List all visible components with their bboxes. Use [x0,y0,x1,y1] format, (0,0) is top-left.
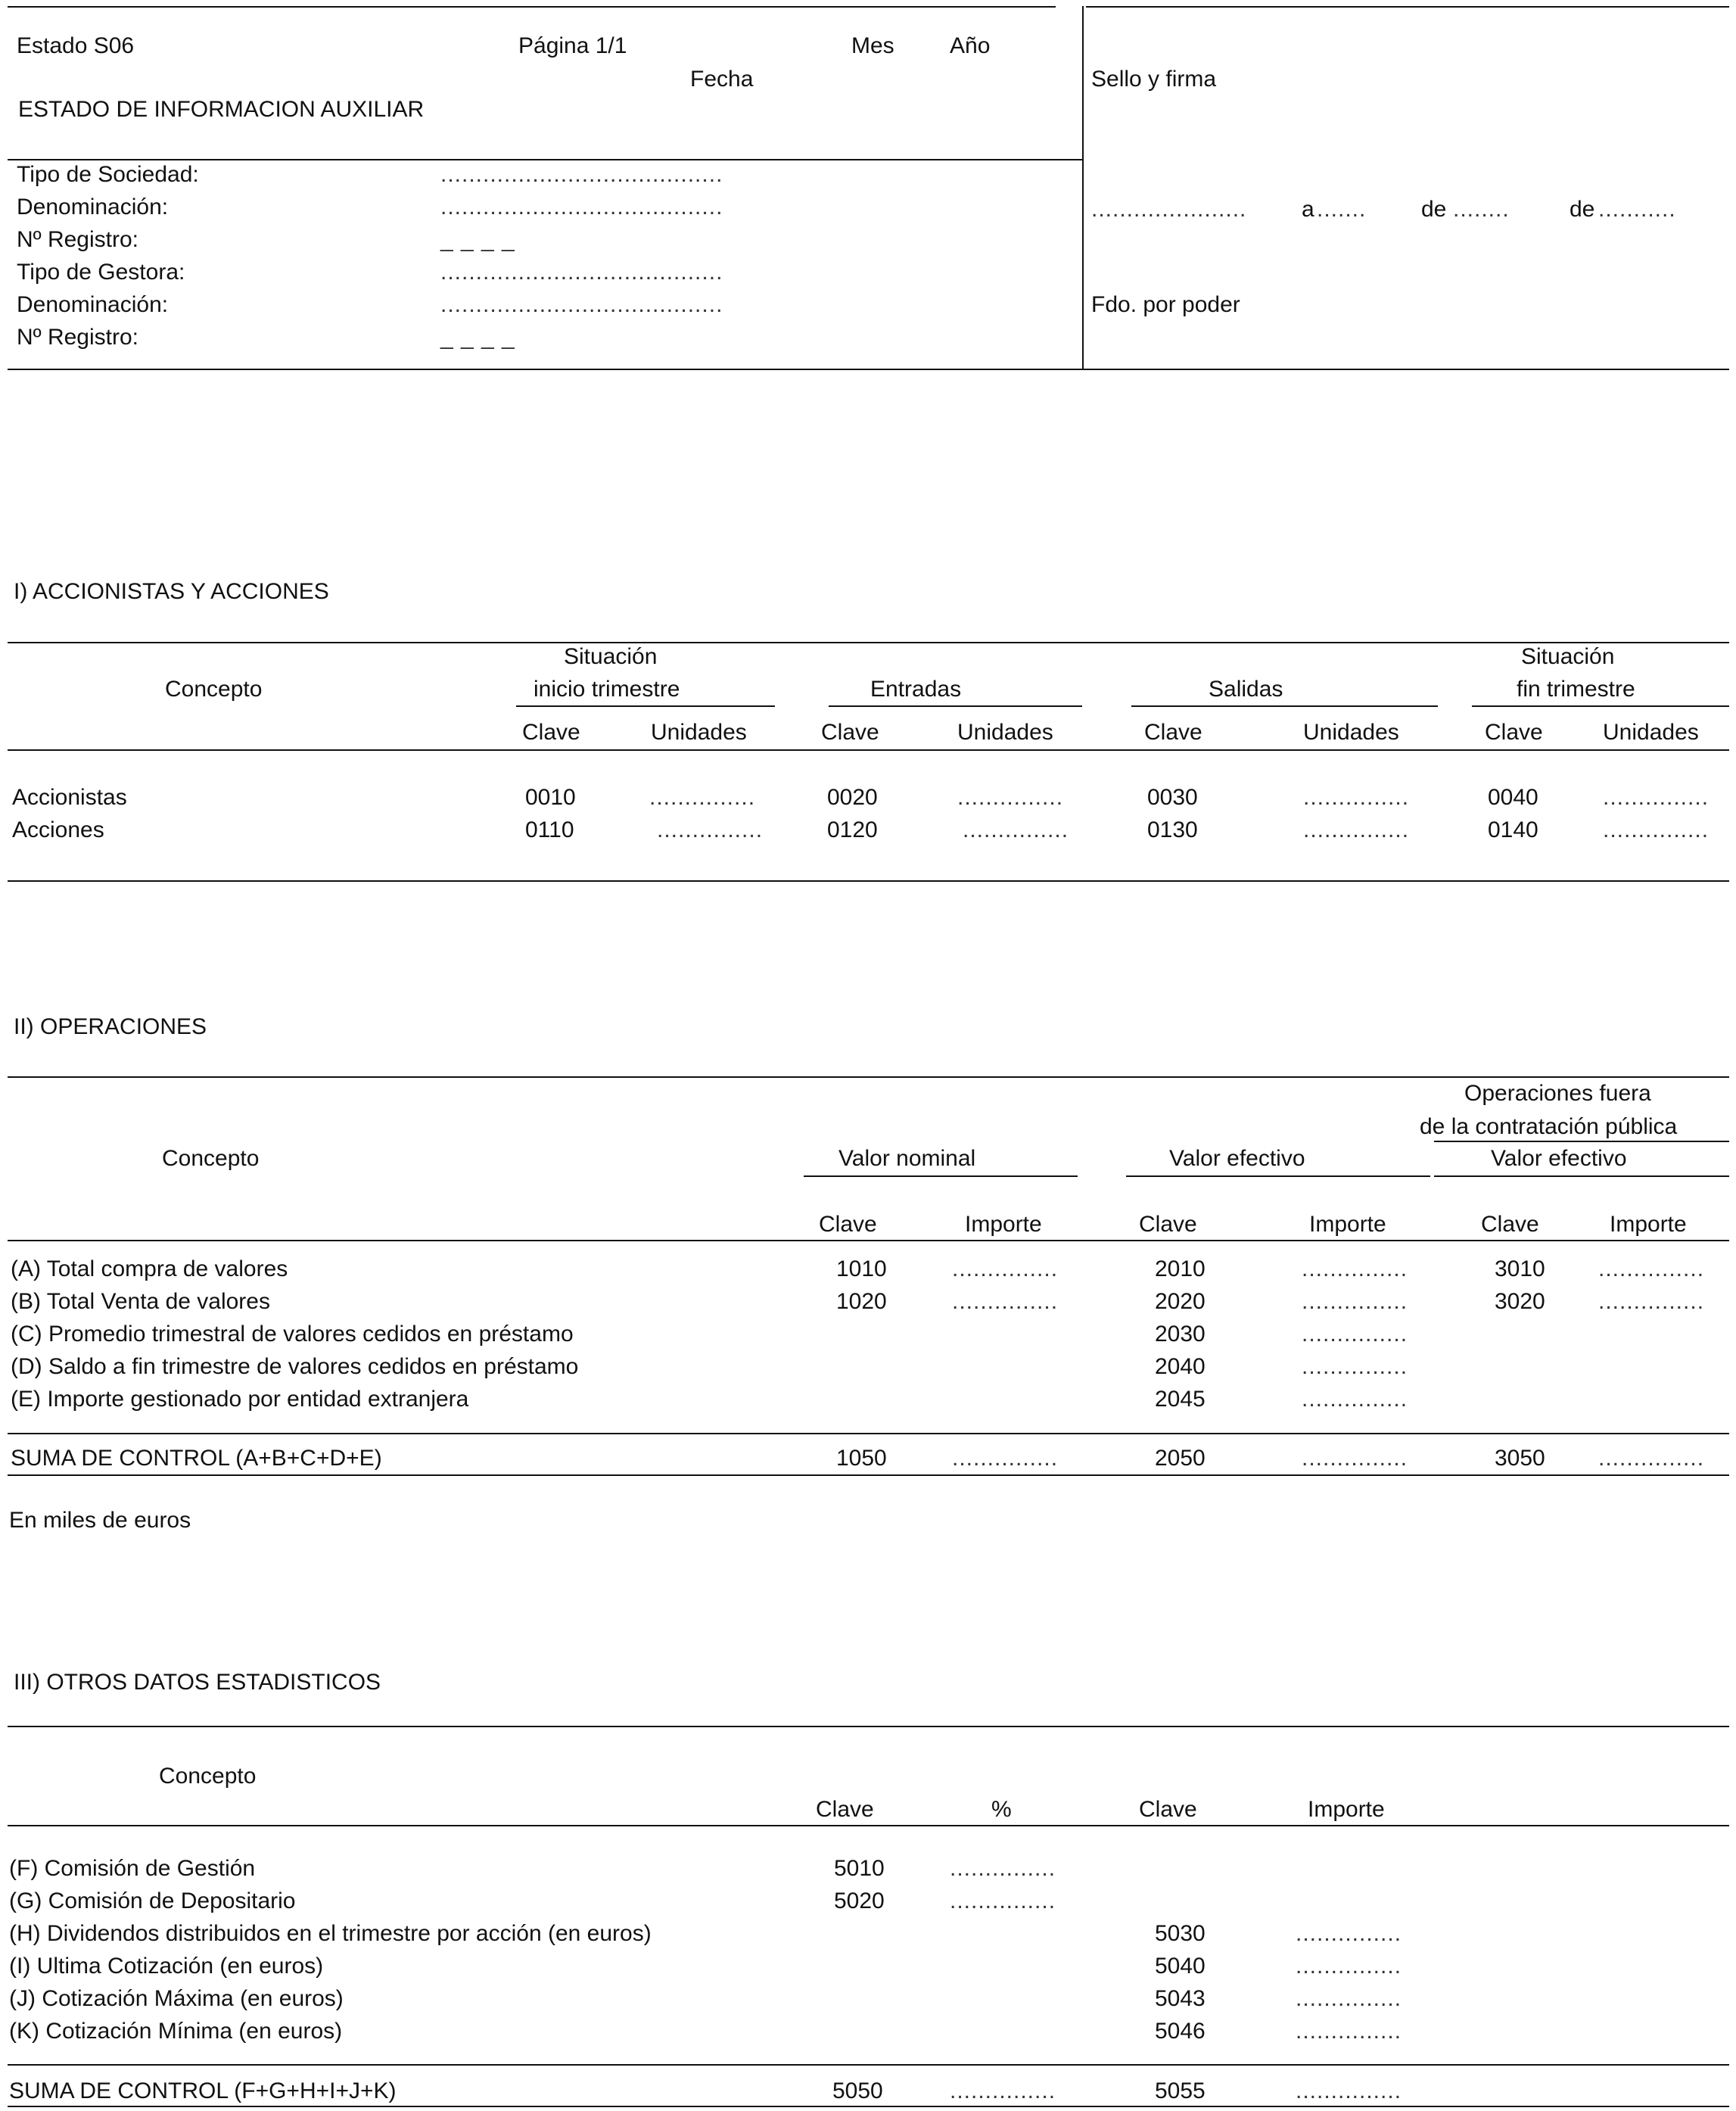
s2-row-k3: 3010 [1495,1256,1545,1281]
registro-gestora-label: Nº Registro: [17,325,139,350]
s3-row-v1[interactable]: ............... [950,1888,1056,1913]
col2-underline [1126,1175,1430,1177]
s1-clave-1: Clave [522,720,580,745]
s3-row-k1: 5010 [834,1856,885,1881]
section3-header-rule [8,1825,1729,1826]
registro-value[interactable]: _ _ _ _ [440,227,515,252]
s2-row-v2[interactable]: ............... [1302,1256,1408,1281]
s3-row-v2[interactable]: ............... [1296,1954,1402,1979]
section3-top-rule [8,1726,1729,1727]
s3-importe: Importe [1308,1797,1385,1822]
mes-dots[interactable]: ........ [1453,197,1510,222]
s1-clave-4: Clave [1485,720,1543,745]
s2-row-label: (D) Saldo a fin trimestre de valores cedidos en préstamo [11,1354,579,1379]
s3-row-k2: 5040 [1155,1954,1206,1979]
s2-clave-2: Clave [1139,1212,1197,1237]
s1-row-value[interactable]: ............... [1603,817,1710,842]
fecha-label: Fecha [690,67,754,92]
s2-row-v2[interactable]: ............... [1302,1387,1408,1412]
fdo-label: Fdo. por poder [1091,292,1240,317]
s1-row-clave: 0040 [1488,785,1538,810]
s1-row-value[interactable]: ............... [657,817,764,842]
registro-gestora-value[interactable]: _ _ _ _ [440,325,515,350]
denominacion-value[interactable]: ........................................ [440,195,723,220]
s1-row-label: Accionistas [12,785,127,810]
s2-row-v2[interactable]: ............... [1302,1354,1408,1379]
s2-row-v3[interactable]: ............... [1598,1289,1705,1314]
section2-title: II) OPERACIONES [14,1014,207,1039]
col3-underline [1434,1175,1729,1177]
header-divider [1082,6,1084,369]
s3-row-v2[interactable]: ............... [1296,1986,1402,2011]
lugar-de2: de [1570,197,1595,222]
col3-line3: Valor efectivo [1491,1146,1627,1171]
section1-title: I) ACCIONISTAS Y ACCIONES [14,579,329,604]
s3-clave-1: Clave [816,1797,874,1822]
s3-pct: % [991,1797,1012,1822]
s1-clave-3: Clave [1144,720,1202,745]
s2-row-k1: 1010 [836,1256,887,1281]
section1-header-rule [8,749,1729,751]
section1-bottom-rule [8,880,1729,882]
s2-row-k3: 3020 [1495,1289,1545,1314]
s1-row-label: Acciones [12,817,104,842]
col3-line2-underline [1434,1141,1729,1142]
s1-clave-2: Clave [821,720,879,745]
s1-row-clave: 0120 [827,817,878,842]
suma-top-rule [8,1433,1729,1434]
s2-importe-2: Importe [1309,1212,1386,1237]
denominacion-gestora-label: Denominación: [17,292,169,317]
estado-label: Estado S06 [17,33,135,58]
s2-row-k2: 2030 [1155,1322,1206,1347]
s2-suma-v1[interactable]: ............... [952,1446,1059,1471]
s1-row-value[interactable]: ............... [963,817,1069,842]
s2-suma-v3[interactable]: ............... [1598,1446,1705,1471]
s2-importe-1: Importe [965,1212,1042,1237]
section2-header-rule [8,1240,1729,1241]
s2-suma-k3: 3050 [1495,1446,1545,1471]
group-salidas-underline [1131,705,1438,707]
s2-row-k2: 2020 [1155,1289,1206,1314]
anio-dots[interactable]: ........... [1598,197,1676,222]
lugar-de1: de [1421,197,1447,222]
section2-concepto-header: Concepto [162,1146,260,1171]
group-inicio-line2: inicio trimestre [534,677,680,702]
tipo-sociedad-label: Tipo de Sociedad: [17,162,199,187]
s2-row-k2: 2045 [1155,1387,1206,1412]
s2-row-label: (A) Total compra de valores [11,1256,288,1281]
group-entradas: Entradas [870,677,962,702]
col3-line1: Operaciones fuera [1464,1081,1651,1106]
tipo-sociedad-value[interactable]: ........................................ [440,162,723,187]
pagina-label: Página 1/1 [518,33,627,58]
s3-suma-k1: 5050 [832,2078,883,2103]
s2-row-v3[interactable]: ............... [1598,1256,1705,1281]
title-rule [8,159,1082,160]
s3-row-k1: 5020 [834,1888,885,1913]
s3-row-k2: 5043 [1155,1986,1206,2011]
s3-suma-label: SUMA DE CONTROL (F+G+H+I+J+K) [9,2078,397,2103]
group-fin-underline [1472,705,1729,707]
section3-concepto-header: Concepto [159,1764,257,1789]
sello-label: Sello y firma [1091,67,1217,92]
section2-top-rule [8,1076,1729,1078]
s2-row-k1: 1020 [836,1289,887,1314]
group-salidas: Salidas [1209,677,1283,702]
s3-suma-v2[interactable]: ............... [1296,2078,1402,2103]
lugar-a: a [1302,197,1314,222]
s3-suma-bottom-rule [8,2106,1729,2107]
s1-row-clave: 0110 [525,817,574,842]
group-fin-line2: fin trimestre [1517,677,1635,702]
s3-suma-top-rule [8,2064,1729,2066]
suma-bottom-rule [8,1474,1729,1476]
denominacion-gestora-value[interactable]: ........................................ [440,292,723,317]
group-inicio-underline [516,705,775,707]
col2-header: Valor efectivo [1169,1146,1305,1171]
s2-row-label: (E) Importe gestionado por entidad extranjera [11,1387,469,1412]
s2-suma-label: SUMA DE CONTROL (A+B+C+D+E) [11,1446,382,1471]
s1-unidades-1: Unidades [651,720,747,745]
s3-row-label: (J) Cotización Máxima (en euros) [9,1986,344,2011]
page-title: ESTADO DE INFORMACION AUXILIAR [18,97,425,122]
s1-unidades-4: Unidades [1603,720,1699,745]
s3-row-k2: 5030 [1155,1921,1206,1946]
units-note: En miles de euros [9,1508,191,1533]
s3-row-label: (F) Comisión de Gestión [9,1856,256,1881]
denominacion-label: Denominación: [17,195,169,220]
s1-row-clave: 0020 [827,785,878,810]
s2-row-v1[interactable]: ............... [952,1289,1059,1314]
s2-importe-3: Importe [1610,1212,1687,1237]
s1-row-clave: 0010 [525,785,576,810]
s3-row-label: (H) Dividendos distribuidos en el trimestre por acción (en euros) [9,1921,652,1946]
s3-row-k2: 5046 [1155,2019,1206,2044]
col1-header: Valor nominal [838,1146,976,1171]
s2-clave-1: Clave [819,1212,877,1237]
s2-row-v2[interactable]: ............... [1302,1322,1408,1347]
s3-suma-k2: 5055 [1155,2078,1206,2103]
anio-label: Año [950,33,991,58]
col1-underline [804,1175,1078,1177]
section1-concepto-header: Concepto [165,677,263,702]
s3-row-label: (G) Comisión de Depositario [9,1888,296,1913]
s3-row-v2[interactable]: ............... [1296,1921,1402,1946]
section3-title: III) OTROS DATOS ESTADISTICOS [14,1670,381,1695]
s1-row-value[interactable]: ............... [1603,785,1710,810]
dia-dots[interactable]: ....... [1317,197,1367,222]
group-fin-line1: Situación [1521,644,1615,669]
tipo-gestora-value[interactable]: ........................................ [440,260,723,285]
group-entradas-underline [829,705,1082,707]
s1-row-clave: 0140 [1488,817,1538,842]
s2-suma-k2: 2050 [1155,1446,1206,1471]
s3-row-v1[interactable]: ............... [950,1856,1056,1881]
tipo-gestora-label: Tipo de Gestora: [17,260,185,285]
s2-suma-k1: 1050 [836,1446,887,1471]
s1-row-value[interactable]: ............... [1303,817,1410,842]
s2-row-v1[interactable]: ............... [952,1256,1059,1281]
s2-row-label: (C) Promedio trimestral de valores cedidos en préstamo [11,1322,574,1347]
registro-label: Nº Registro: [17,227,139,252]
s3-suma-v1[interactable]: ............... [950,2078,1056,2103]
header-top-rule [8,6,1056,8]
col3-line2: de la contratación pública [1420,1114,1678,1139]
header-bottom-rule [8,369,1729,370]
s1-row-value[interactable]: ............... [649,785,756,810]
s1-unidades-3: Unidades [1303,720,1399,745]
s3-row-label: (K) Cotización Mínima (en euros) [9,2019,343,2044]
s2-row-v2[interactable]: ............... [1302,1289,1408,1314]
s2-clave-3: Clave [1481,1212,1539,1237]
header-top-rule-right [1086,6,1729,8]
s2-row-label: (B) Total Venta de valores [11,1289,270,1314]
s3-clave-2: Clave [1139,1797,1197,1822]
s1-row-clave: 0130 [1147,817,1198,842]
s2-row-k2: 2040 [1155,1354,1206,1379]
group-inicio-line1: Situación [564,644,658,669]
s3-row-label: (I) Ultima Cotización (en euros) [9,1954,324,1979]
s1-row-clave: 0030 [1147,785,1198,810]
s1-row-value[interactable]: ............... [957,785,1064,810]
mes-label: Mes [851,33,894,58]
s1-unidades-2: Unidades [957,720,1053,745]
section1-top-rule [8,642,1729,643]
lugar-dots[interactable]: ...................... [1091,197,1247,222]
s3-row-v2[interactable]: ............... [1296,2019,1402,2044]
s2-suma-v2[interactable]: ............... [1302,1446,1408,1471]
s2-row-k2: 2010 [1155,1256,1206,1281]
s1-row-value[interactable]: ............... [1303,785,1410,810]
